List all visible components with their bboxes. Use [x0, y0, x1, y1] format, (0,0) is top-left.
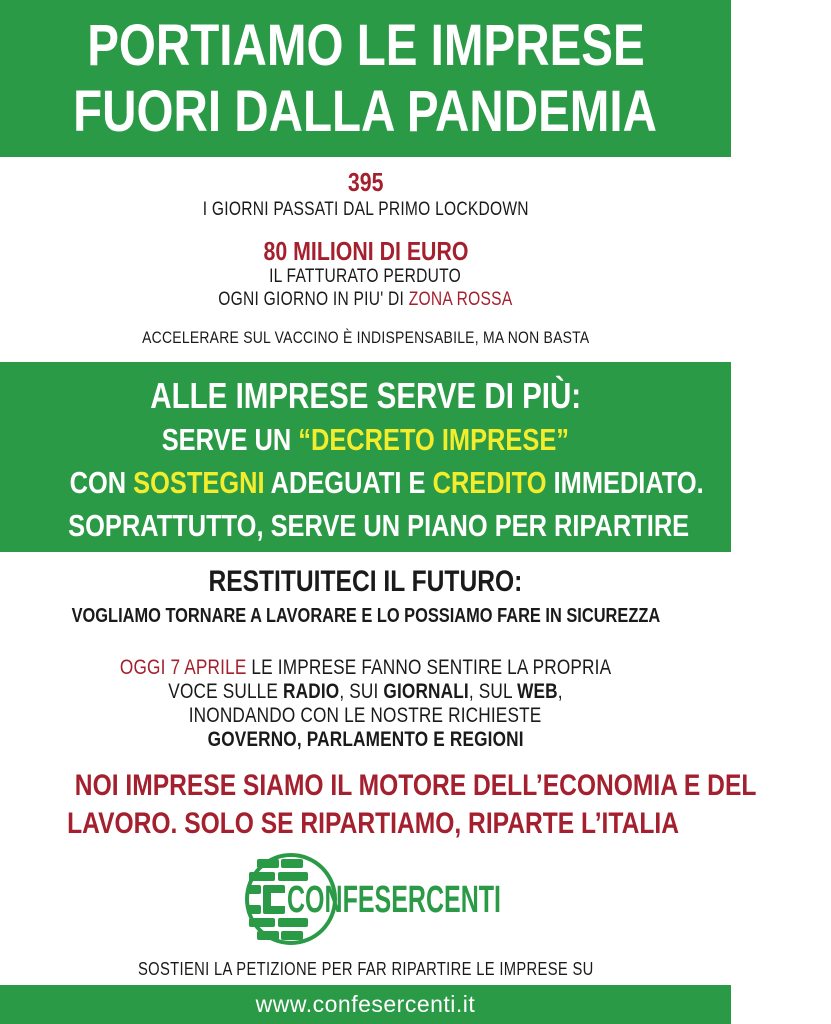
money-label-2-prefix: OGNI GIORNO IN PIU' DI: [218, 289, 409, 310]
money-label-2: [0, 289, 731, 311]
demands-line-2: SERVE UN “DECRETO IMPRESE”: [161, 422, 570, 457]
announcement-line-2: VOCE SULLE RADIO, SUI GIORNALI, SUL WEB,: [168, 680, 563, 703]
header-banner: [0, 0, 731, 157]
confesercenti-logo-mark: [245, 853, 505, 945]
zona-rossa-highlight: ZONA ROSSA: [408, 289, 513, 310]
footer-banner: [0, 985, 731, 1024]
demands-banner: [0, 362, 731, 552]
money-value: 80 MILIONI DI EURO: [263, 236, 468, 266]
web-word: WEB: [517, 680, 558, 703]
slogan-line-2: LAVORO. SOLO SE RIPARTIAMO, RIPARTE L’ITALIA: [67, 807, 679, 840]
petition-text: SOSTIENI LA PETIZIONE PER FAR RIPARTIRE LE IMPRESE SU: [137, 959, 594, 979]
headline-line-1: PORTIAMO LE IMPRESE: [86, 13, 645, 78]
announcement-line-4: GOVERNO, PARLAMENTO E REGIONI: [207, 728, 524, 751]
days-value: 395: [347, 167, 384, 197]
sostegni-highlight: SOSTEGNI: [133, 465, 265, 500]
decreto-imprese-highlight: “DECRETO IMPRESE”: [298, 422, 570, 457]
announcement-date: OGGI 7 APRILE: [119, 656, 247, 679]
radio-word: RADIO: [283, 680, 340, 703]
confesercenti-logo-text: CONFESERCENTI: [287, 879, 501, 921]
demands-line-3: CON SOSTEGNI ADEGUATI E CREDITO IMMEDIATO.: [69, 465, 704, 500]
slogan-line-1: NOI IMPRESE SIAMO IL MOTORE DELL’ECONOMIA E DEL: [74, 769, 757, 802]
announcement-line-3: INONDANDO CON LE NOSTRE RICHIESTE: [189, 704, 542, 727]
vaccine-note: ACCELERARE SUL VACCINO È INDISPENSABILE, MA NON BASTA: [141, 328, 590, 347]
future-title: RESTITUITECI IL FUTURO:: [208, 565, 523, 598]
future-subtitle: VOGLIAMO TORNARE A LAVORARE E LO POSSIAMO FARE IN SICUREZZA: [71, 605, 660, 627]
days-label: I GIORNI PASSATI DAL PRIMO LOCKDOWN: [202, 199, 529, 220]
money-label-1: IL FATTURATO PERDUTO: [269, 266, 462, 287]
headline-line-2: FUORI DALLA PANDEMIA: [73, 79, 658, 144]
website-link[interactable]: www.confesercenti.it: [255, 991, 476, 1017]
demands-line-4: SOPRATTUTTO, SERVE UN PIANO PER RIPARTIRE: [68, 508, 690, 543]
confesercenti-logo: [245, 853, 505, 945]
demands-title: ALLE IMPRESE SERVE DI PIÙ:: [150, 375, 581, 416]
credito-highlight: CREDITO: [432, 465, 547, 500]
giornali-word: GIORNALI: [383, 680, 469, 703]
announcement-line-1: OGGI 7 APRILE LE IMPRESE FANNO SENTIRE LA PROPRIA: [119, 656, 612, 679]
